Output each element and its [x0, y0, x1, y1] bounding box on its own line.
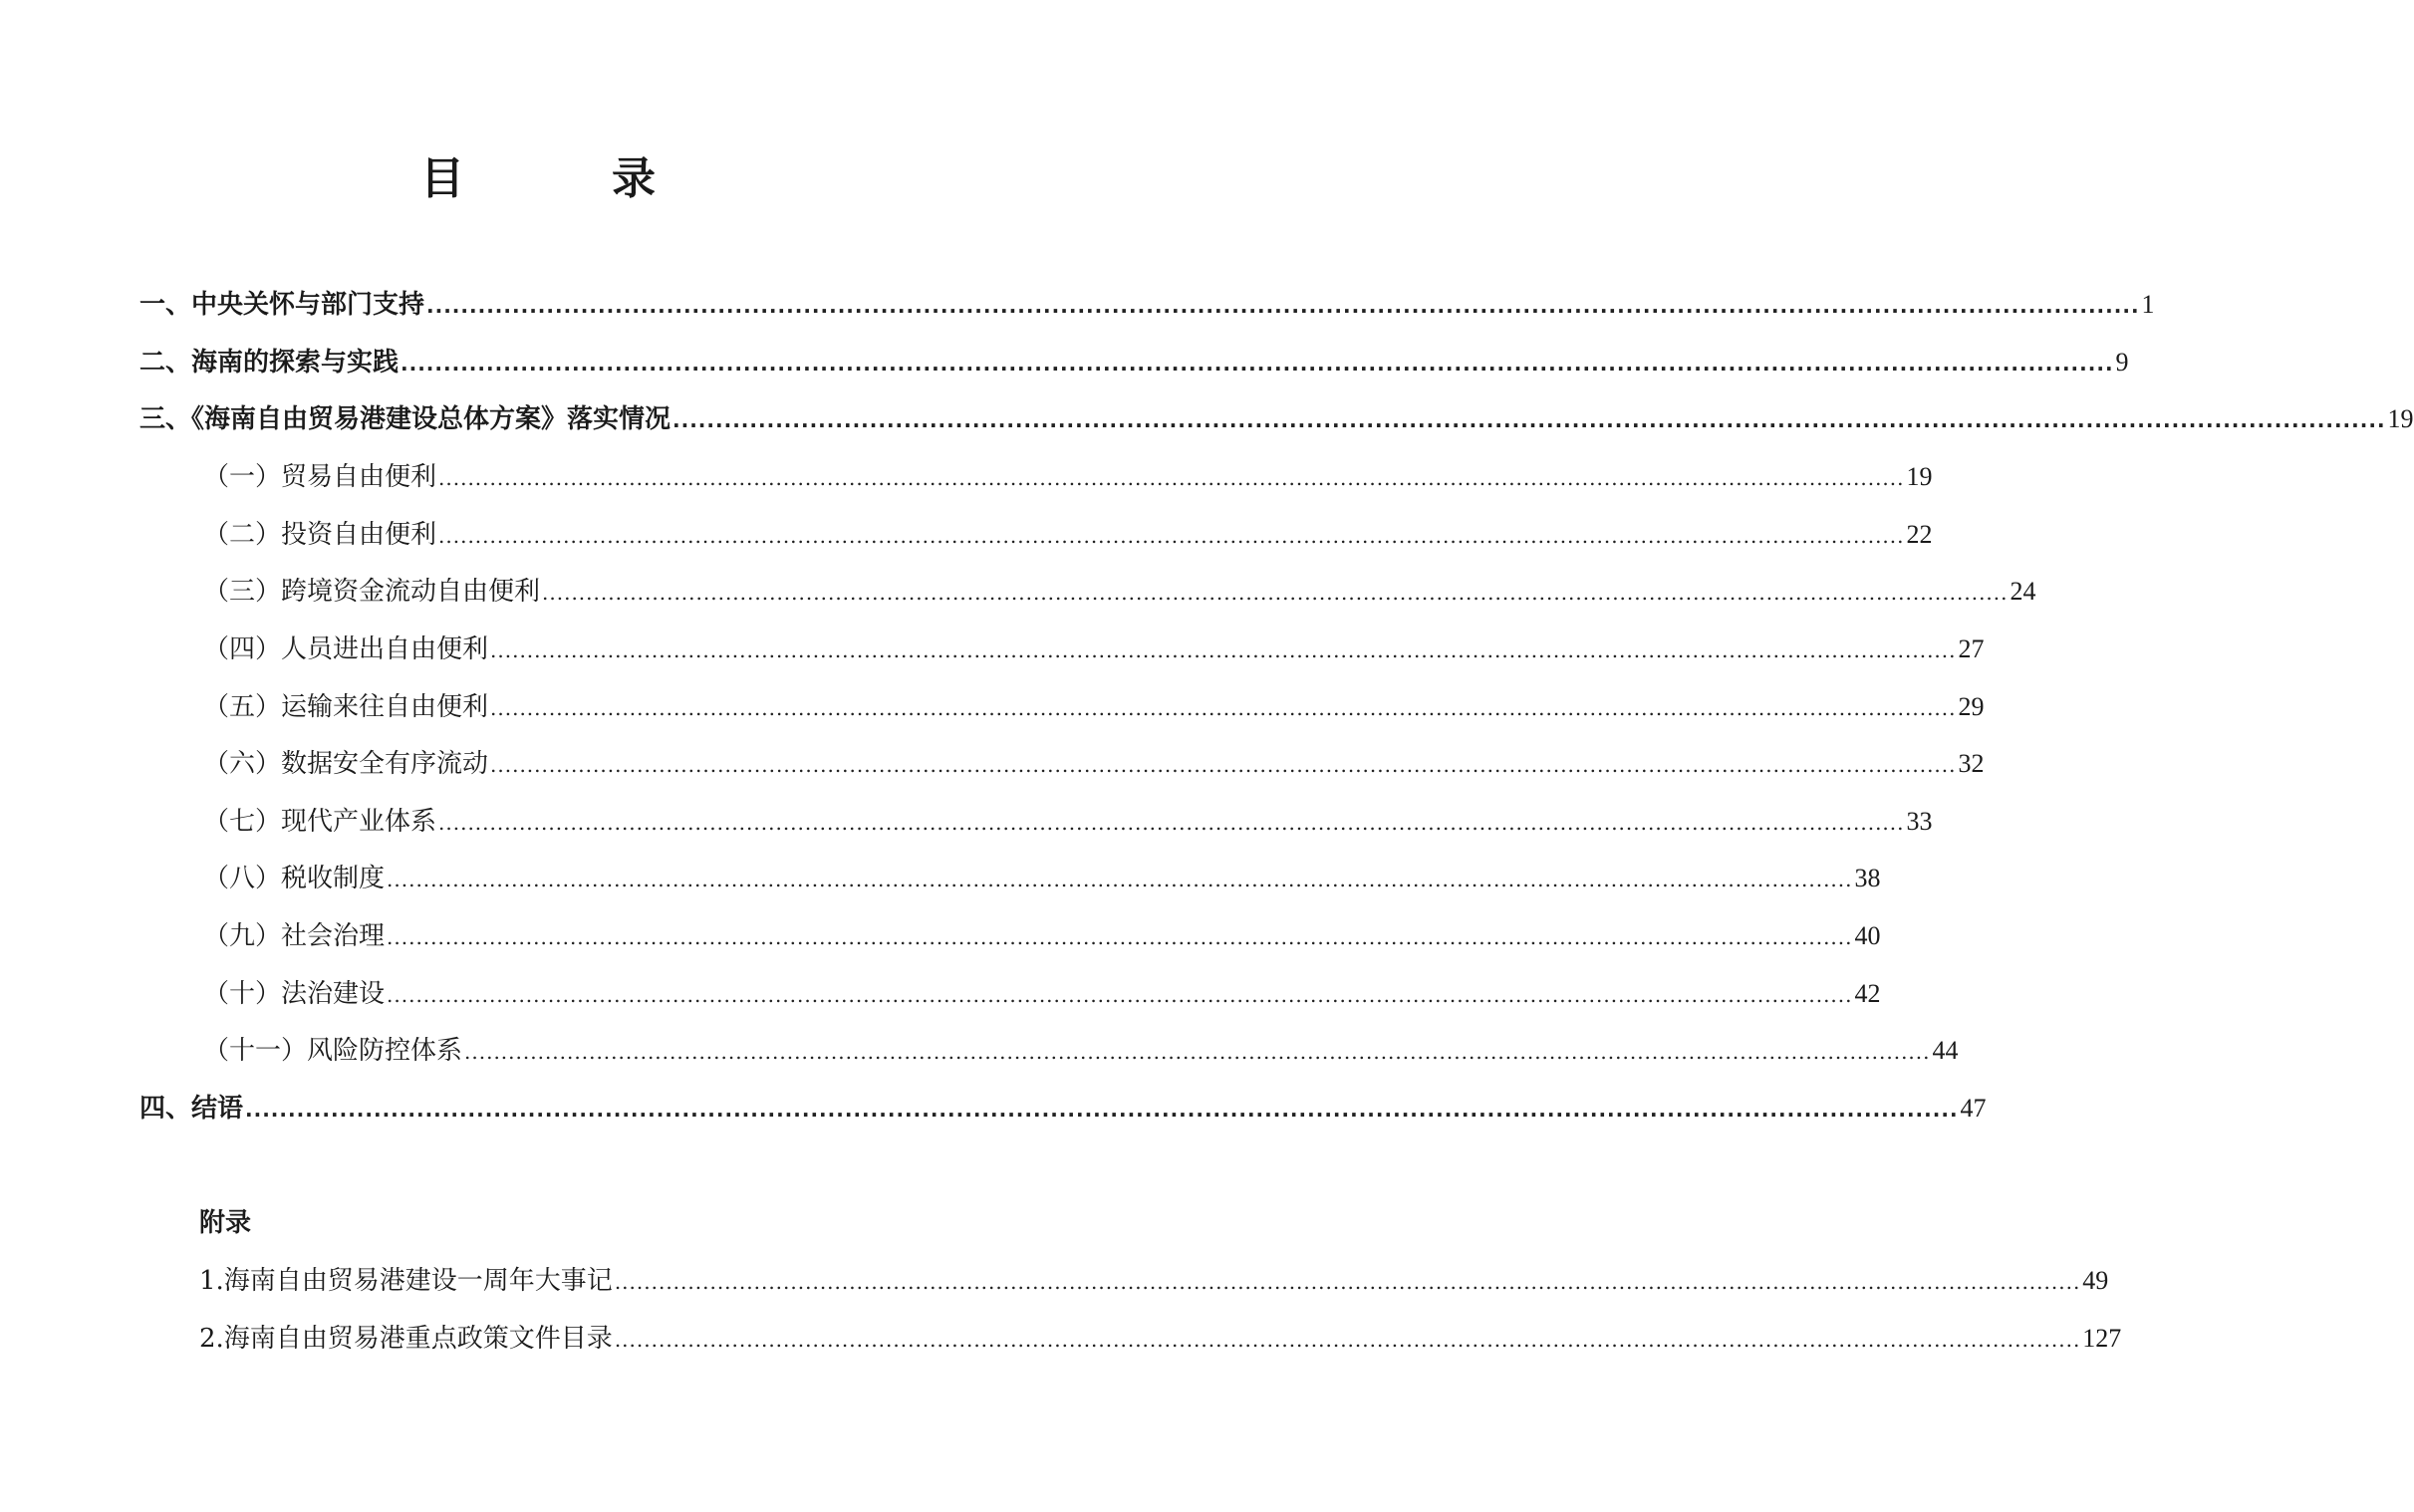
- toc-entry-4[interactable]: [139, 1089, 1987, 1129]
- toc-entry-label: （五）运输来往自由便利: [203, 692, 489, 722]
- dot-leader: ........................................................................................................................................................................................................: [438, 811, 1905, 835]
- toc-subentry-10[interactable]: [203, 974, 1881, 1014]
- dot-leader: ........................................................................................................................................................................................................: [426, 294, 2140, 318]
- toc-entry-label: 1.海南自由贸易港建设一周年大事记: [199, 1266, 613, 1296]
- toc-page-number: 47: [1960, 1094, 1987, 1123]
- toc-subentry-2[interactable]: [203, 515, 1933, 555]
- toc-entry-1[interactable]: [139, 285, 2155, 325]
- toc-page-number: 24: [2010, 577, 2036, 606]
- dot-leader: ........................................................................................................................................................................................................: [672, 408, 2386, 432]
- dot-leader: ........................................................................................................................................................................................................: [464, 1040, 1931, 1064]
- dot-leader: ........................................................................................................................................................................................................: [614, 1270, 2081, 1294]
- toc-entry-label: （九）社会治理: [203, 921, 386, 951]
- toc-entry-label: （一）贸易自由便利: [203, 462, 437, 492]
- toc-entry-label: （二）投资自由便利: [203, 520, 437, 550]
- toc-entry-label: （八）税收制度: [203, 864, 386, 893]
- toc-entry-label: （七）现代产业体系: [203, 807, 437, 837]
- toc-subentry-6[interactable]: [203, 744, 1985, 784]
- toc-subentry-1[interactable]: [203, 457, 1933, 497]
- toc-subentry-7[interactable]: [203, 802, 1933, 842]
- toc-entry-label: （十一）风险防控体系: [203, 1036, 463, 1066]
- dot-leader: ........................................................................................................................................................................................................: [438, 524, 1905, 548]
- toc-page-number: 42: [1854, 979, 1881, 1008]
- toc-entry-label: （六）数据安全有序流动: [203, 749, 489, 779]
- dot-leader: ........................................................................................................................................................................................................: [245, 1098, 1959, 1122]
- dot-leader: ........................................................................................................................................................................................................: [490, 696, 1957, 720]
- dot-leader: ........................................................................................................................................................................................................: [387, 868, 1853, 891]
- toc-page-number: 22: [1906, 520, 1933, 549]
- toc-page-number: 40: [1854, 921, 1881, 950]
- toc-subentry-5[interactable]: [203, 687, 1985, 727]
- appendix-entry-2[interactable]: [199, 1319, 2122, 1359]
- toc-page-number: 44: [1932, 1036, 1959, 1065]
- toc-page-number: 1: [2141, 290, 2155, 319]
- toc-page-number: 49: [2082, 1266, 2109, 1295]
- toc-page-number: 32: [1958, 749, 1985, 778]
- dot-leader: ........................................................................................................................................................................................................: [387, 983, 1853, 1007]
- dot-leader: ........................................................................................................................................................................................................: [438, 466, 1905, 490]
- toc-entry-2[interactable]: [139, 343, 2129, 382]
- toc-subentry-9[interactable]: [203, 916, 1881, 956]
- toc-entry-label: 2.海南自由贸易港重点政策文件目录: [199, 1324, 613, 1354]
- toc-entry-label: 二、海南的探索与实践: [139, 348, 400, 378]
- dot-leader: ........................................................................................................................................................................................................: [401, 352, 2114, 376]
- dot-leader: ........................................................................................................................................................................................................: [614, 1328, 2081, 1352]
- dot-leader: ........................................................................................................................................................................................................: [387, 925, 1853, 949]
- toc-page-number: 38: [1854, 864, 1881, 892]
- toc-entry-label: 一、中央关怀与部门支持: [139, 290, 425, 320]
- toc-subentry-4[interactable]: [203, 630, 1985, 669]
- toc-page-number: 127: [2082, 1324, 2122, 1353]
- toc-entry-label: （四）人员进出自由便利: [203, 634, 489, 664]
- toc-entry-label: 四、结语: [139, 1094, 244, 1124]
- toc-page-number: 29: [1958, 692, 1985, 721]
- toc-subentry-11[interactable]: [203, 1031, 1959, 1071]
- toc-page-number: 33: [1906, 807, 1933, 836]
- toc-entry-label: （三）跨境资金流动自由便利: [203, 577, 541, 607]
- toc-page-number: 19: [1906, 462, 1933, 491]
- toc-page-number: 9: [2115, 348, 2129, 377]
- toc-entry-label: （十）法治建设: [203, 979, 386, 1009]
- appendix-heading: 附录: [199, 1208, 252, 1238]
- appendix-entry-1[interactable]: [199, 1261, 2109, 1301]
- toc-page-number: 27: [1958, 634, 1985, 663]
- toc-page-number: 19: [2387, 404, 2414, 433]
- dot-leader: ........................................................................................................................................................................................................: [490, 638, 1957, 662]
- toc-subentry-8[interactable]: [203, 859, 1881, 898]
- toc-entry-3[interactable]: [139, 399, 2414, 439]
- dot-leader: ........................................................................................................................................................................................................: [542, 581, 2009, 605]
- toc-entry-label: 三、《海南自由贸易港建设总体方案》落实情况: [139, 404, 671, 434]
- toc-subentry-3[interactable]: [203, 572, 2036, 612]
- page-title: 目 录: [420, 153, 707, 204]
- dot-leader: ........................................................................................................................................................................................................: [490, 753, 1957, 777]
